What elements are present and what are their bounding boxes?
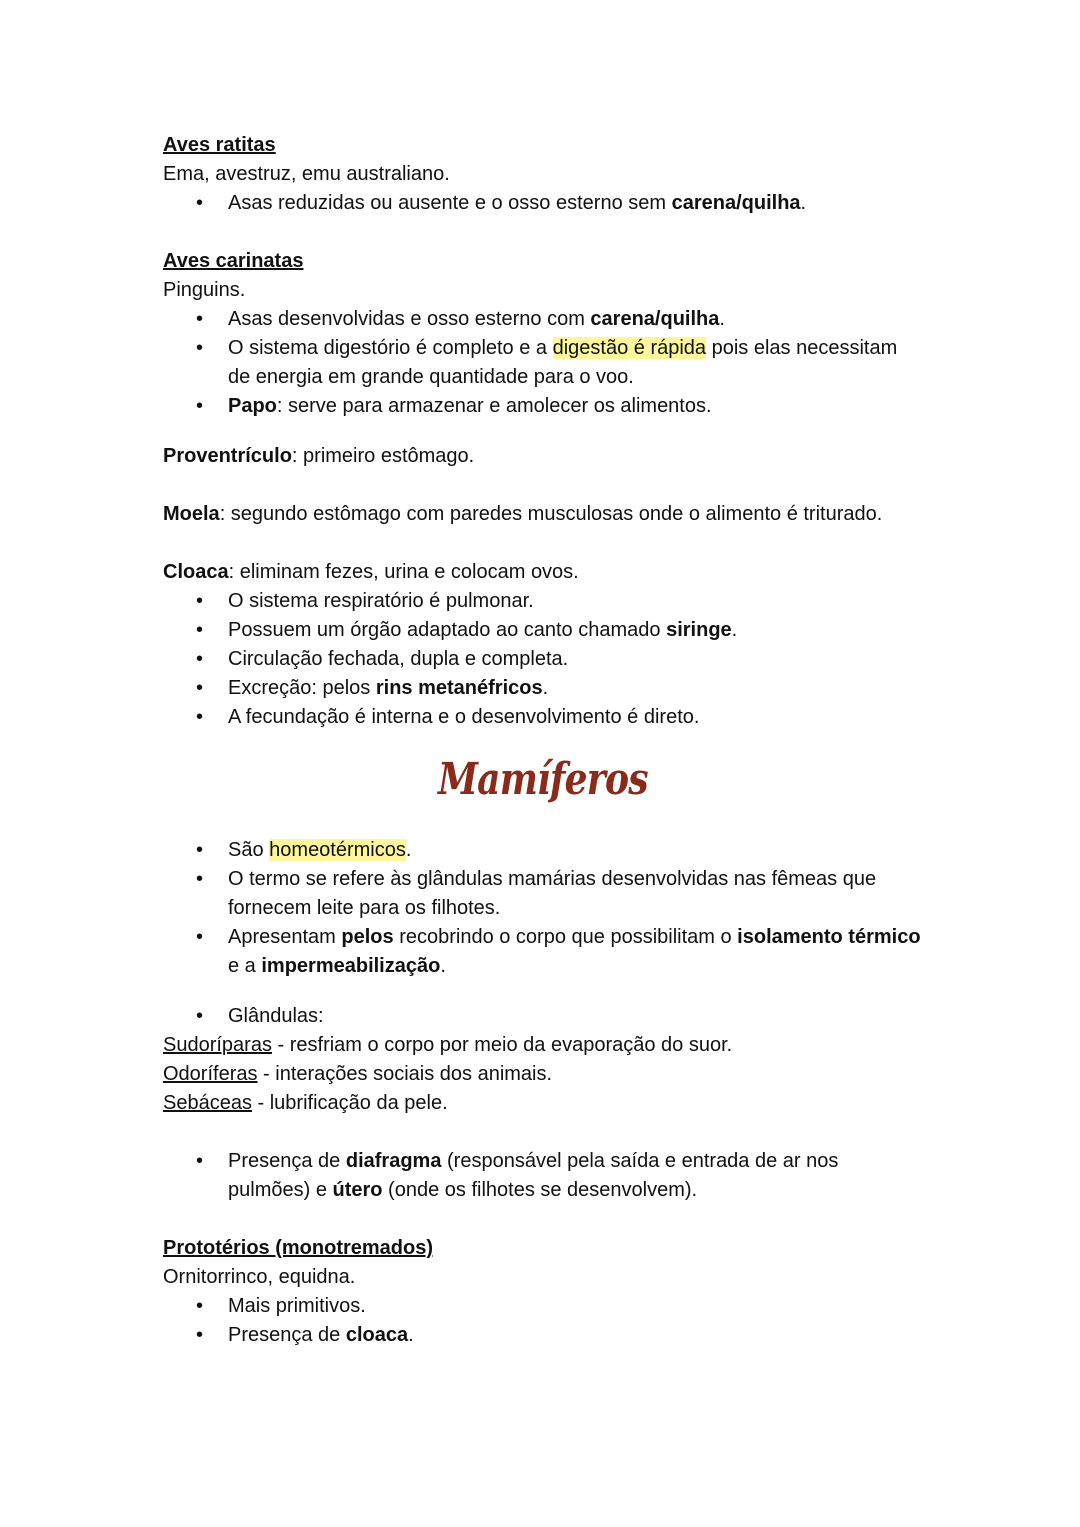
list-item <box>163 305 923 334</box>
ratitas-examples: Ema, avestruz, emu australiano. <box>163 163 450 185</box>
glands-list <box>163 1002 923 1031</box>
text: Possuem um órgão adaptado ao canto chamado <box>228 619 667 641</box>
list-item <box>163 1321 923 1350</box>
section-heading-ratitas: Aves ratitas <box>163 134 276 156</box>
text: - resfriam o corpo por meio da evaporação do suor. <box>271 1034 733 1056</box>
bold-term: diafragma <box>345 1150 442 1172</box>
list-item: • A fecundação é interna e o desenvolvimento é direto. <box>163 703 923 732</box>
text: (responsável pela saída e entrada de ar nos pulmões) e <box>228 1150 839 1201</box>
list-item: • Glândulas: <box>163 1002 923 1031</box>
document-content <box>163 131 923 1350</box>
term-cloaca <box>163 558 923 587</box>
bold-term: carena/quilha <box>671 192 801 214</box>
text: pois elas necessitam de energia em grande quantidade para o voo. <box>228 337 898 388</box>
mamiferos-title-wrap <box>163 752 923 808</box>
highlighted-text: digestão é rápida <box>552 337 707 359</box>
carinatas-examples: Pinguins. <box>163 279 246 301</box>
carinatas-list <box>163 305 923 421</box>
prototerios-examples: Ornitorrinco, equidna. <box>163 1266 356 1288</box>
gland-name: Odoríferas <box>163 1063 258 1085</box>
bold-term: útero <box>332 1179 383 1201</box>
bold-term: rins metanéfricos <box>375 677 543 699</box>
text: . <box>800 192 807 214</box>
text: : serve para armazenar e amolecer os alimentos. <box>276 395 712 417</box>
list-item <box>163 392 923 421</box>
text: . <box>719 308 725 330</box>
text: recobrindo o corpo que possibilitam o <box>393 926 738 948</box>
list-item <box>163 189 923 218</box>
text: - lubrificação da pele. <box>251 1092 448 1114</box>
text: . <box>408 1324 414 1346</box>
gland-line <box>163 1089 923 1118</box>
mamiferos-extra-list <box>163 1147 923 1205</box>
bold-term: cloaca <box>345 1324 409 1346</box>
list-item <box>163 923 923 981</box>
text: . <box>542 677 549 699</box>
text: : primeiro estômago. <box>291 445 475 467</box>
ratitas-list <box>163 189 923 218</box>
term-moela <box>163 500 923 529</box>
gland-name: Sebáceas <box>163 1092 252 1114</box>
text: O sistema digestório é completo e a <box>228 337 553 359</box>
bold-term: Proventrículo <box>163 445 292 467</box>
list-item: • Mais primitivos. <box>163 1292 923 1321</box>
bold-term: Papo <box>228 395 277 417</box>
text: (onde os filhotes se desenvolvem). <box>382 1179 698 1201</box>
bold-term: Cloaca <box>163 561 229 583</box>
text: - interações sociais dos animais. <box>257 1063 553 1085</box>
list-item <box>163 334 923 392</box>
text: Asas desenvolvidas e osso esterno com <box>228 308 591 330</box>
list-item <box>163 674 923 703</box>
text: Apresentam <box>228 926 342 948</box>
bold-term: pelos <box>341 926 394 948</box>
gland-name: Sudoríparas <box>163 1034 272 1056</box>
mamiferos-list <box>163 836 923 981</box>
text: : eliminam fezes, urina e colocam ovos. <box>228 561 579 583</box>
list-item <box>163 1147 923 1205</box>
bold-term: carena/quilha <box>590 308 720 330</box>
text: e a <box>228 955 262 977</box>
text: Excreção: pelos <box>228 677 376 699</box>
gland-line <box>163 1031 923 1060</box>
list-item: • O sistema respiratório é pulmonar. <box>163 587 923 616</box>
text: Asas reduzidas ou ausente e o osso esterno sem <box>228 192 672 214</box>
section-title-mamiferos: Mamíferos <box>438 754 648 805</box>
highlighted-text: homeotérmicos <box>269 839 406 861</box>
aves-characteristics-list <box>163 587 923 732</box>
section-heading-prototerios: Prototérios (monotremados) <box>163 1237 434 1259</box>
bold-term: impermeabilização <box>261 955 441 977</box>
list-item <box>163 616 923 645</box>
term-proventriculo <box>163 442 923 471</box>
text: : segundo estômago com paredes musculosas onde o alimento é triturado. <box>219 503 883 525</box>
list-item: • O termo se refere às glândulas mamárias desenvolvidas nas fêmeas que fornecem leite para os filhotes. <box>163 865 923 923</box>
list-item: • Circulação fechada, dupla e completa. <box>163 645 923 674</box>
section-heading-carinatas: Aves carinatas <box>163 250 304 272</box>
text: . <box>405 839 412 861</box>
text: São <box>228 839 270 861</box>
list-item <box>163 836 923 865</box>
prototerios-list <box>163 1292 923 1350</box>
text: Presença de <box>228 1324 346 1346</box>
text: Presença de <box>228 1150 346 1172</box>
text: . <box>440 955 446 977</box>
bold-term: Moela <box>163 503 220 525</box>
gland-line <box>163 1060 923 1089</box>
bold-term: isolamento térmico <box>737 926 921 948</box>
bold-term: siringe <box>666 619 732 641</box>
text: . <box>731 619 738 641</box>
